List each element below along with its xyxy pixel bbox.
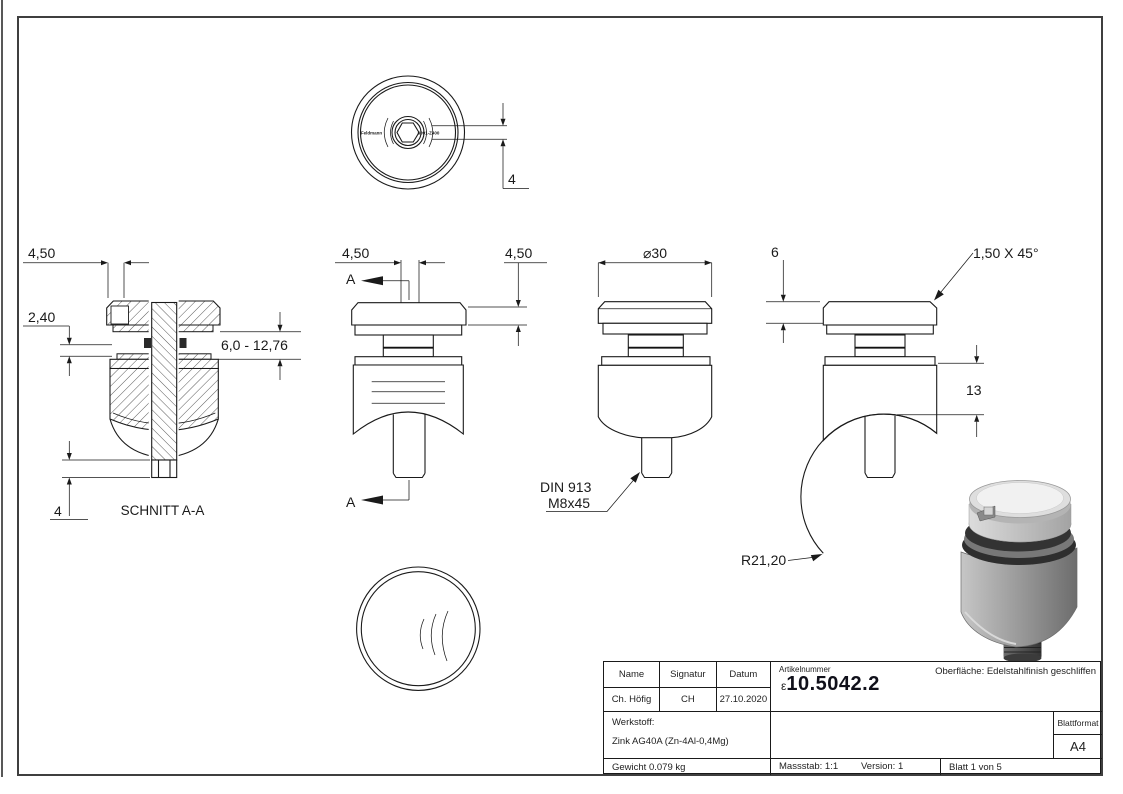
section-letter-bottom: A bbox=[346, 494, 356, 510]
seal-right bbox=[180, 338, 187, 348]
thread-note-line1: DIN 913 bbox=[540, 479, 592, 495]
tube-radius-arc bbox=[801, 414, 937, 553]
tb-name-header: Name bbox=[604, 662, 660, 688]
tb-name-value: Ch. Höfig bbox=[604, 688, 660, 712]
tb-massstab-cell bbox=[771, 759, 941, 775]
side-view bbox=[540, 245, 712, 512]
section-title: SCHNITT A-A bbox=[120, 503, 205, 518]
bottom-view bbox=[357, 567, 480, 690]
version-value: Version: 1 bbox=[861, 761, 904, 772]
tb-werkstoff-cell bbox=[604, 712, 771, 760]
front-view bbox=[335, 245, 547, 510]
section-view bbox=[23, 245, 301, 520]
engraving-code: 6091-Z400 bbox=[417, 130, 440, 136]
artikelnummer-prefix-glyph: ε bbox=[781, 679, 787, 693]
dim-lip: 2,40 bbox=[28, 309, 56, 325]
werkstoff-label: Werkstoff: bbox=[612, 716, 655, 728]
werkstoff-value: Zink AG40A (Zn-4Al-0,4Mg) bbox=[612, 735, 729, 747]
dim-socket-depth: 4 bbox=[54, 503, 62, 519]
tb-blattformat-label: Blattformat bbox=[1054, 712, 1102, 736]
seal-left bbox=[144, 338, 151, 348]
stem-section bbox=[152, 303, 177, 461]
dim-slot-width: 4,50 bbox=[28, 245, 56, 261]
tb-blatt: Blatt 1 von 5 bbox=[949, 761, 1002, 773]
dim-socket-size: 4 bbox=[508, 171, 516, 187]
dim-body-height: 13 bbox=[966, 382, 982, 398]
iso-render bbox=[961, 481, 1077, 663]
tb-gewicht: Gewicht 0.079 kg bbox=[604, 759, 771, 775]
top-view bbox=[352, 76, 530, 189]
tb-blattformat-value: A4 bbox=[1054, 735, 1102, 759]
massstab-value: Massstab: 1:1 bbox=[779, 761, 839, 772]
tb-signatur-value: CH bbox=[660, 688, 717, 712]
title-block bbox=[603, 661, 1101, 774]
dim-tube-radius: R21,20 bbox=[741, 552, 787, 568]
dim-cap-height: 4,50 bbox=[505, 245, 533, 261]
dim-chamfer: 1,50 X 45° bbox=[973, 245, 1039, 261]
artikelnummer-value: 10.5042.2 bbox=[786, 673, 880, 695]
tb-datum-value: 27.10.2020 bbox=[717, 688, 771, 712]
tb-signatur-header: Signatur bbox=[660, 662, 717, 688]
hex-socket-section bbox=[152, 460, 177, 478]
tb-artikelnummer-cell bbox=[771, 662, 1102, 712]
dim-cap-height: 6 bbox=[771, 244, 779, 260]
engraving-brand: Feldmann bbox=[360, 130, 383, 136]
dim-slot-width: 4,50 bbox=[342, 245, 370, 261]
tb-datum-header: Datum bbox=[717, 662, 771, 688]
section-letter-top: A bbox=[346, 271, 356, 287]
dim-diameter: ⌀30 bbox=[642, 245, 668, 261]
dim-glass-range: 6,0 - 12,76 bbox=[221, 337, 288, 353]
counterbore-notch bbox=[111, 306, 129, 324]
artikelnummer-label: Artikelnummer bbox=[779, 665, 831, 674]
thread-note-line2: M8x45 bbox=[548, 495, 591, 511]
tb-empty-cell bbox=[771, 712, 1054, 760]
oberflaeche-note: Oberfläche: Edelstahlfinish geschliffen bbox=[935, 666, 1096, 677]
hex-socket bbox=[397, 123, 419, 142]
